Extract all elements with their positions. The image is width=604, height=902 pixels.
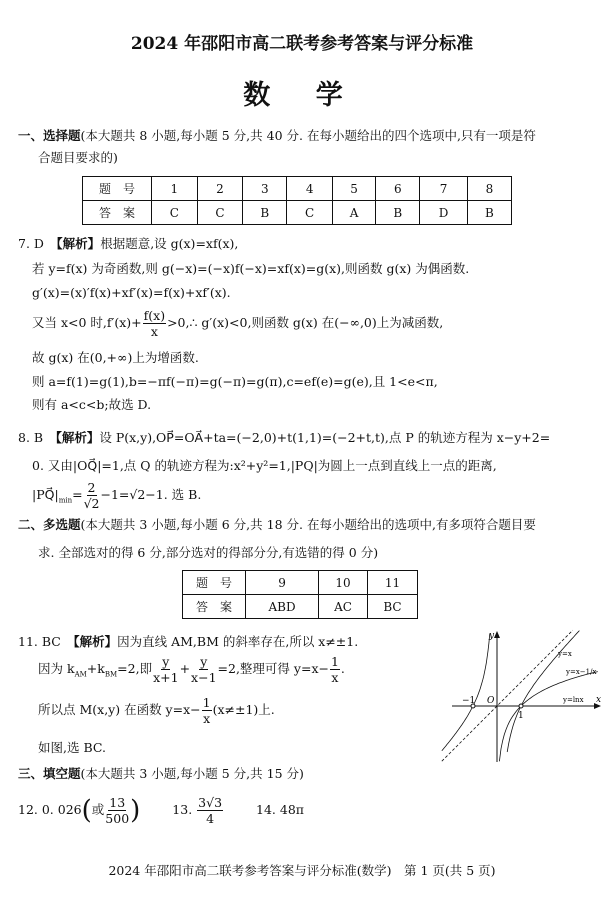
y-label: y	[489, 631, 495, 641]
q7-line5: 故 g(x) 在(0,+∞)上为增函数.	[32, 350, 199, 365]
q7-line7: 则有 a<c<b;故选 D.	[32, 397, 152, 412]
origin-label: O	[487, 696, 495, 706]
text: =2,整理可得 y=x−	[217, 661, 329, 676]
numerator: 1	[330, 654, 339, 669]
label-y-eq-x: y=x	[558, 650, 572, 658]
table-cell: 5	[332, 177, 375, 201]
text: −1=√2−1. 选 B.	[100, 487, 202, 502]
denominator: √2	[83, 496, 100, 511]
numerator: 2	[87, 480, 96, 495]
table-cell: 7	[420, 177, 468, 201]
q7-line6: 则 a=f(1)=g(1),b=−πf(−π)=g(−π)=g(π),c=ef(e)=g(e),且 1<e<π,	[32, 374, 438, 389]
table-cell: 3	[243, 177, 287, 201]
fraction	[143, 308, 166, 339]
sec2-line2: 求. 全部选对的得 6 分,部分选对的得部分分,有选错的得 0 分)	[38, 545, 379, 560]
fraction	[191, 654, 216, 685]
table-cell: AC	[319, 595, 368, 619]
row-label: 题 号	[83, 177, 152, 201]
sec2-head: 二、多选题	[18, 517, 81, 532]
tick-neg-one: −1	[462, 696, 476, 706]
table-cell: B	[243, 201, 287, 225]
table-cell: A	[332, 201, 375, 225]
row-label: 答 案	[183, 595, 246, 619]
table-cell: C	[197, 201, 243, 225]
q8-line3	[32, 477, 201, 519]
fraction	[84, 480, 100, 511]
fraction	[153, 654, 178, 685]
numerator: f(x)	[143, 308, 166, 323]
text: .	[340, 661, 345, 676]
q7-text: 根据题意,设 g(x)=xf(x),	[100, 236, 239, 251]
numerator: 3√3	[198, 795, 223, 810]
answer-12: 12. 0. 026	[18, 802, 82, 817]
table-cell: 1	[152, 177, 198, 201]
q8-num: 8. B	[18, 430, 56, 445]
table-cell: 4	[287, 177, 333, 201]
table-cell: C	[152, 201, 198, 225]
table-cell: 8	[467, 177, 511, 201]
sec1-head: 一、选择题	[18, 128, 81, 143]
sec1-desc: (本大题共 8 小题,每小题 5 分,共 40 分. 在每小题给出的四个选项中,只有一项是符	[80, 128, 536, 143]
label-curve2: y=x−1/x	[566, 668, 597, 676]
numerator: 1	[202, 695, 211, 710]
table-cell: ABD	[246, 595, 319, 619]
sec2-desc: (本大题共 3 小题,每小题 6 分,共 18 分. 在每小题给出的选项中,有多项符合题目要	[80, 517, 536, 532]
table-cell: BC	[368, 595, 418, 619]
fraction	[330, 654, 340, 685]
q8-line1	[18, 430, 550, 446]
answer-table-1	[82, 176, 512, 225]
table-cell: 10	[319, 571, 368, 595]
table-cell: D	[420, 201, 468, 225]
tick-one: 1	[518, 711, 524, 721]
sec1-line2: 合题目要求的)	[38, 150, 118, 165]
sec1-line1	[18, 128, 536, 144]
label-lnx: y=lnx	[563, 696, 584, 704]
q8-text: 设 P(x,y),OP⃗=OA⃗+ta=(−2,0)+t(1,1)=(−2+t,t),点 P 的轨迹方程为 x−y+2=	[99, 430, 551, 445]
q7-line3: g′(x)=(x)′f(x)+xf′(x)=f(x)+xf′(x).	[32, 285, 231, 300]
answer-13: 13.	[172, 802, 193, 817]
q11-line1	[18, 634, 358, 650]
text: 或	[91, 802, 105, 817]
denominator: x	[203, 711, 211, 726]
doc-title: 2024 年邵阳市高二联考参考答案与评分标准	[130, 34, 474, 54]
sec3-head: 三、填空题	[18, 766, 81, 781]
subscript: BM	[104, 670, 118, 679]
sec3-line	[18, 766, 304, 782]
denominator: x+1	[153, 670, 179, 685]
text: >0,∴ g′(x)<0,则函数 g(x) 在(−∞,0)上为减函数,	[167, 315, 444, 330]
table-cell: B	[467, 201, 511, 225]
text: (x≠±1)上.	[212, 702, 275, 717]
function-graph	[440, 626, 604, 764]
text: +	[179, 661, 191, 676]
denominator: x	[331, 670, 339, 685]
answer-table-2	[182, 570, 418, 619]
q11-line4: 如图,选 BC.	[38, 740, 106, 755]
row-label: 答 案	[83, 201, 152, 225]
open-point	[519, 704, 523, 708]
analysis-tag: 【解析】	[55, 430, 100, 445]
table-cell: 9	[246, 571, 319, 595]
table-cell: B	[376, 201, 420, 225]
fraction	[105, 795, 129, 826]
numerator: y	[162, 654, 170, 669]
x-label: x	[596, 695, 602, 705]
row-label: 题 号	[183, 571, 246, 595]
q7-line4	[32, 305, 443, 341]
denominator: x	[150, 324, 158, 339]
q11-line3	[38, 692, 275, 728]
analysis-tag: 【解析】	[56, 236, 101, 251]
analysis-tag: 【解析】	[73, 634, 118, 649]
curve-y-eq-lnx	[499, 672, 597, 762]
table-cell: 11	[368, 571, 418, 595]
answer-14: 14. 48π	[256, 802, 305, 817]
text: 因为 k	[38, 661, 75, 676]
denominator: 4	[206, 811, 215, 826]
text: |PQ⃗|	[32, 487, 59, 502]
curve-y-eq-x-minus-1-over-x	[442, 634, 490, 751]
q7-line1	[18, 236, 238, 252]
page-footer: 2024 年邵阳市高二联考参考答案与评分标准(数学) 第 1 页(共 5 页)	[108, 863, 496, 878]
table-cell: 2	[197, 177, 243, 201]
q11-line2	[38, 651, 345, 693]
text: =	[72, 487, 83, 502]
numerator: 13	[109, 795, 126, 810]
fill-answers: 12. 0. 026(或 $\frac{13}{500}$ ) 13. $\frac{3√3}{4}$ 14. 48π	[18, 795, 305, 826]
text: =2,即	[117, 661, 153, 676]
text: 所以点 M(x,y) 在函数 y=x−	[38, 702, 201, 717]
sec2-line1	[18, 517, 536, 533]
q7-line2: 若 y=f(x) 为奇函数,则 g(−x)=(−x)f(−x)=xf(x)=g(x),则函数 g(x) 为偶函数.	[32, 261, 470, 276]
table-cell: 6	[376, 177, 420, 201]
table-cell: C	[287, 201, 333, 225]
subject-title: 数 学	[243, 80, 361, 111]
q11-text: 因为直线 AM,BM 的斜率存在,所以 x≠±1.	[117, 634, 359, 649]
q11-num: 11. BC	[18, 634, 74, 649]
sec3-desc: (本大题共 3 小题,每小题 5 分,共 15 分)	[80, 766, 304, 781]
text: 又当 x<0 时,f′(x)+	[32, 315, 142, 330]
denominator: 500	[105, 811, 130, 826]
fraction	[197, 795, 223, 826]
fraction	[202, 695, 212, 726]
subscript: AM	[74, 670, 87, 679]
denominator: x−1	[191, 670, 217, 685]
q8-line2: 0. 又由|OQ⃗|=1,点 Q 的轨迹方程为:x²+y²=1,|PQ|为圆上一点到直线上一点的距离,	[32, 458, 497, 473]
curve-y-eq-x-minus-1-over-x	[507, 631, 579, 752]
q7-num: 7. D	[18, 236, 57, 251]
text: +k	[86, 661, 105, 676]
subscript: min	[58, 496, 73, 505]
numerator: y	[200, 654, 208, 669]
